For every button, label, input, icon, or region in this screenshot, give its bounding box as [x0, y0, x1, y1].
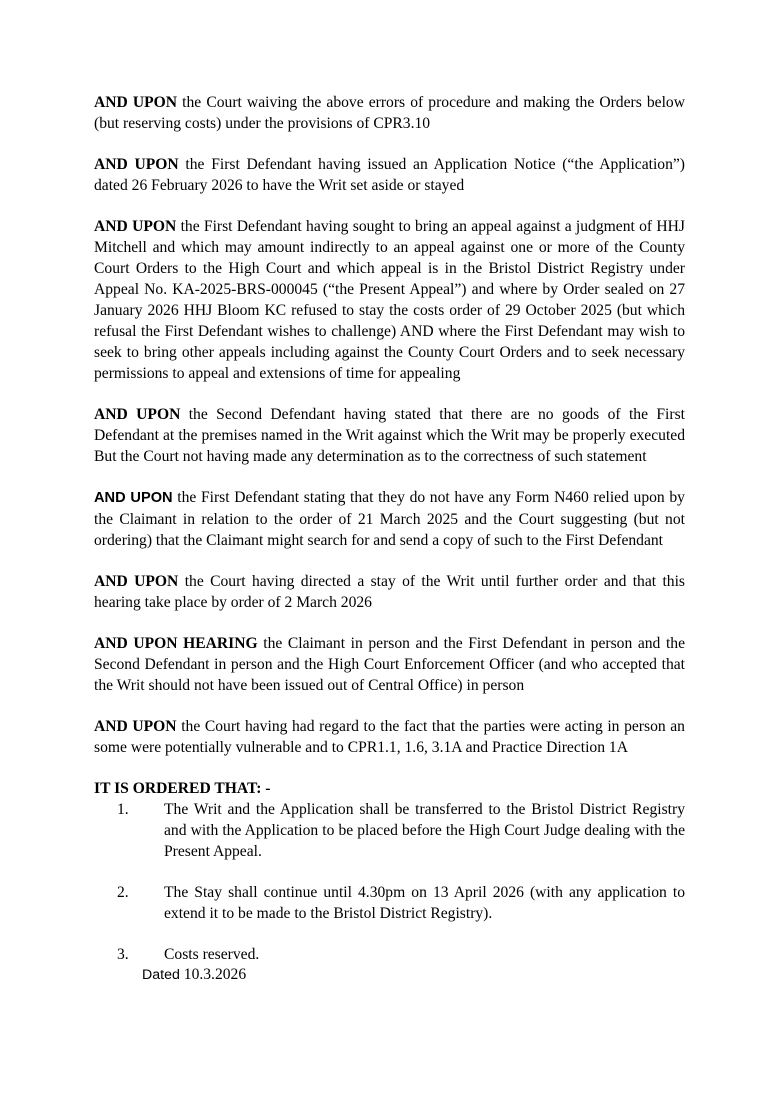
- order-text: The Writ and the Application shall be transferred to the Bristol District Registry and with the Application to be placed before the High Court Judge dealing with the Present Appeal.: [164, 801, 685, 860]
- recital-paragraph: [94, 404, 685, 467]
- order-list: [94, 799, 685, 965]
- recital-text: the Court waiving the above errors of procedure and making the Orders below (but reserving costs) under the provisions of CPR3.10: [94, 94, 685, 132]
- order-item: [94, 944, 685, 965]
- order-document: [94, 92, 685, 985]
- recital-lead: AND UPON: [94, 573, 179, 590]
- recital-text: the First Defendant having issued an Application Notice (“the Application”) dated 26 February 2026 to have the Writ set aside or stayed: [94, 156, 685, 194]
- recital-lead: AND UPON: [94, 218, 177, 235]
- dated-label: Dated: [142, 967, 180, 983]
- recital-lead: AND UPON: [94, 406, 181, 423]
- recital-text: the Court having directed a stay of the Writ until further order and that this hearing take place by order of 2 March 2026: [94, 573, 685, 611]
- recital-lead: AND UPON: [94, 156, 179, 173]
- order-number: 3.: [117, 946, 129, 963]
- order-text: The Stay shall continue until 4.30pm on 13 April 2026 (with any application to extend it to be made to the Bristol District Registry).: [164, 884, 685, 922]
- recital-paragraph: [94, 487, 685, 551]
- recital-paragraph: [94, 633, 685, 696]
- dated-line: [142, 965, 685, 985]
- order-text: Costs reserved.: [164, 946, 260, 963]
- recital-lead: AND UPON HEARING: [94, 635, 258, 652]
- recital-lead: AND UPON: [94, 718, 177, 735]
- order-number: 1.: [117, 801, 129, 818]
- recital-paragraph: [94, 216, 685, 384]
- recital-text: the First Defendant having sought to bring an appeal against a judgment of HHJ Mitchell and which may amount indirectly to an appeal against one or more of the County Court Orders to the High Court and which appeal is in the Bristol District Registry under Appeal No. KA-2025-BRS-000045 (“the Present Appeal”) and where by Order sealed on 27 January 2026 HHJ Bloom KC refused to stay the costs order of 29 October 2025 (but which refusal the First Defendant wishes to challenge) AND where the First Defendant may wish to seek to bring other appeals including against the County Court Orders and to seek necessary permissions to appeal and extensions of time for appealing: [94, 218, 685, 382]
- recital-text: the Claimant in person and the First Defendant in person and the Second Defendant in person and the High Court Enforcement Officer (and who accepted that the Writ should not have been issued out of Central Office) in person: [94, 635, 685, 694]
- recital-lead: AND UPON: [94, 490, 173, 506]
- recital-text: the Second Defendant having stated that there are no goods of the First Defendant at the premises named in the Writ against which the Writ may be properly executed But the Court not having made any determination as to the correctness of such statement: [94, 406, 685, 465]
- recital-text: the First Defendant stating that they do not have any Form N460 relied upon by the Claimant in relation to the order of 21 March 2025 and the Court suggesting (but not ordering) that the Claimant might search for and send a copy of such to the First Defendant: [94, 489, 685, 549]
- order-number: 2.: [117, 884, 129, 901]
- order-heading: IT IS ORDERED THAT: -: [94, 780, 271, 797]
- order-item: [94, 799, 685, 862]
- recital-paragraph: [94, 154, 685, 196]
- recital-text: the Court having had regard to the fact that the parties were acting in person an some were potentially vulnerable and to CPR1.1, 1.6, 3.1A and Practice Direction 1A: [94, 718, 685, 756]
- recital-paragraph: [94, 716, 685, 758]
- order-item: [94, 882, 685, 924]
- recital-paragraph: [94, 92, 685, 134]
- recital-lead: AND UPON: [94, 94, 178, 111]
- recital-paragraph: [94, 571, 685, 613]
- dated-value: 10.3.2026: [183, 966, 247, 983]
